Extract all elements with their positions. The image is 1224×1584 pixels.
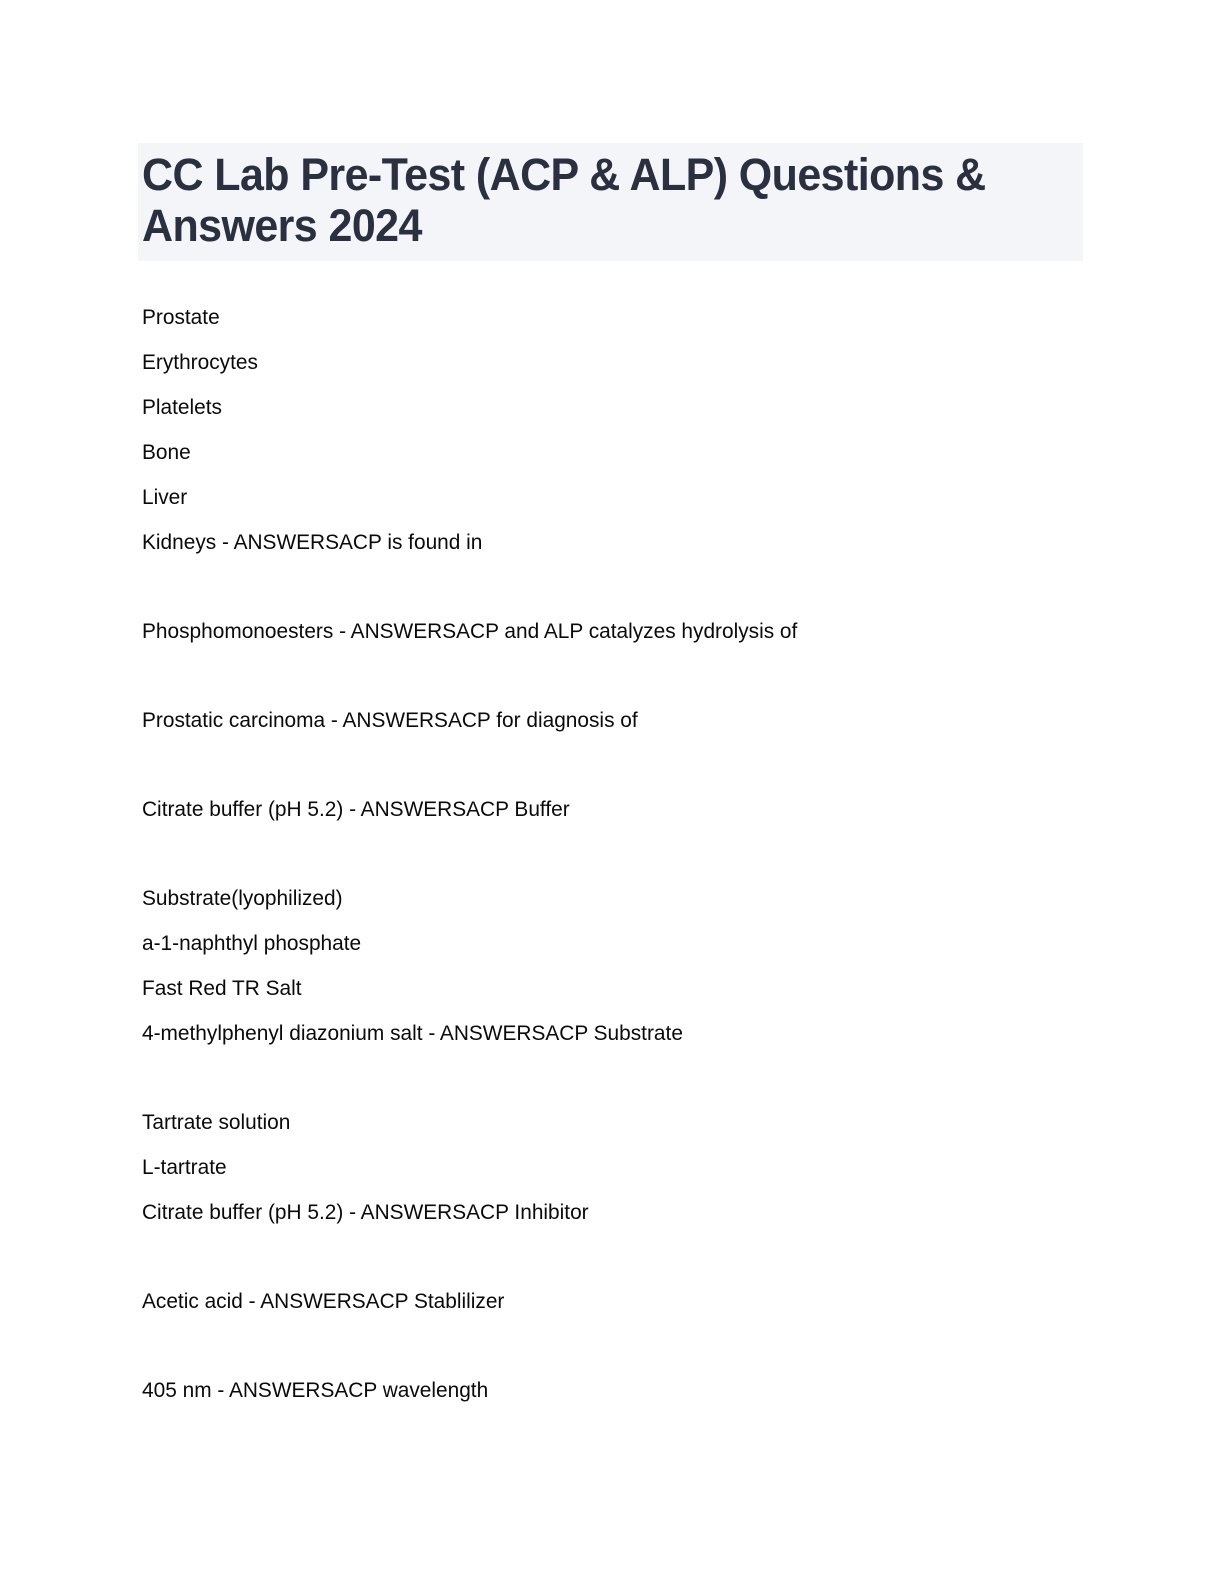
text-line: 405 nm - ANSWERSACP wavelength — [142, 1378, 489, 1402]
text-block — [142, 1368, 1102, 1413]
text-line: Liver — [142, 485, 188, 509]
document-body — [142, 295, 1102, 1413]
text-line: Fast Red TR Salt — [142, 976, 302, 1000]
text-block — [142, 609, 1102, 654]
text-line: a-1-naphthyl phosphate — [142, 931, 362, 955]
text-line: Citrate buffer (pH 5.2) - ANSWERSACP Buffer — [142, 797, 570, 821]
text-line: Citrate buffer (pH 5.2) - ANSWERSACP Inhibitor — [142, 1200, 589, 1224]
text-line: 4-methylphenyl diazonium salt - ANSWERSACP Substrate — [142, 1021, 683, 1045]
text-block — [142, 787, 1102, 832]
text-block — [142, 295, 1102, 565]
page-title: CC Lab Pre-Test (ACP & ALP) Questions & Answers 2024 — [142, 149, 986, 251]
document-title-banner — [138, 143, 1083, 261]
text-line: Substrate(lyophilized) — [142, 886, 343, 910]
text-block — [142, 1100, 1102, 1235]
text-line: L-tartrate — [142, 1155, 227, 1179]
text-line: Tartrate solution — [142, 1110, 291, 1134]
text-line: Phosphomonoesters - ANSWERSACP and ALP catalyzes hydrolysis of — [142, 619, 798, 643]
text-line: Kidneys - ANSWERSACP is found in — [142, 530, 483, 554]
text-line: Erythrocytes — [142, 350, 258, 374]
text-line: Prostatic carcinoma - ANSWERSACP for diagnosis of — [142, 708, 638, 732]
text-block — [142, 1279, 1102, 1324]
text-line: Platelets — [142, 395, 222, 419]
text-line: Acetic acid - ANSWERSACP Stablilizer — [142, 1289, 505, 1313]
text-block — [142, 698, 1102, 743]
text-line: Bone — [142, 440, 191, 464]
text-block — [142, 876, 1102, 1056]
text-line: Prostate — [142, 305, 220, 329]
